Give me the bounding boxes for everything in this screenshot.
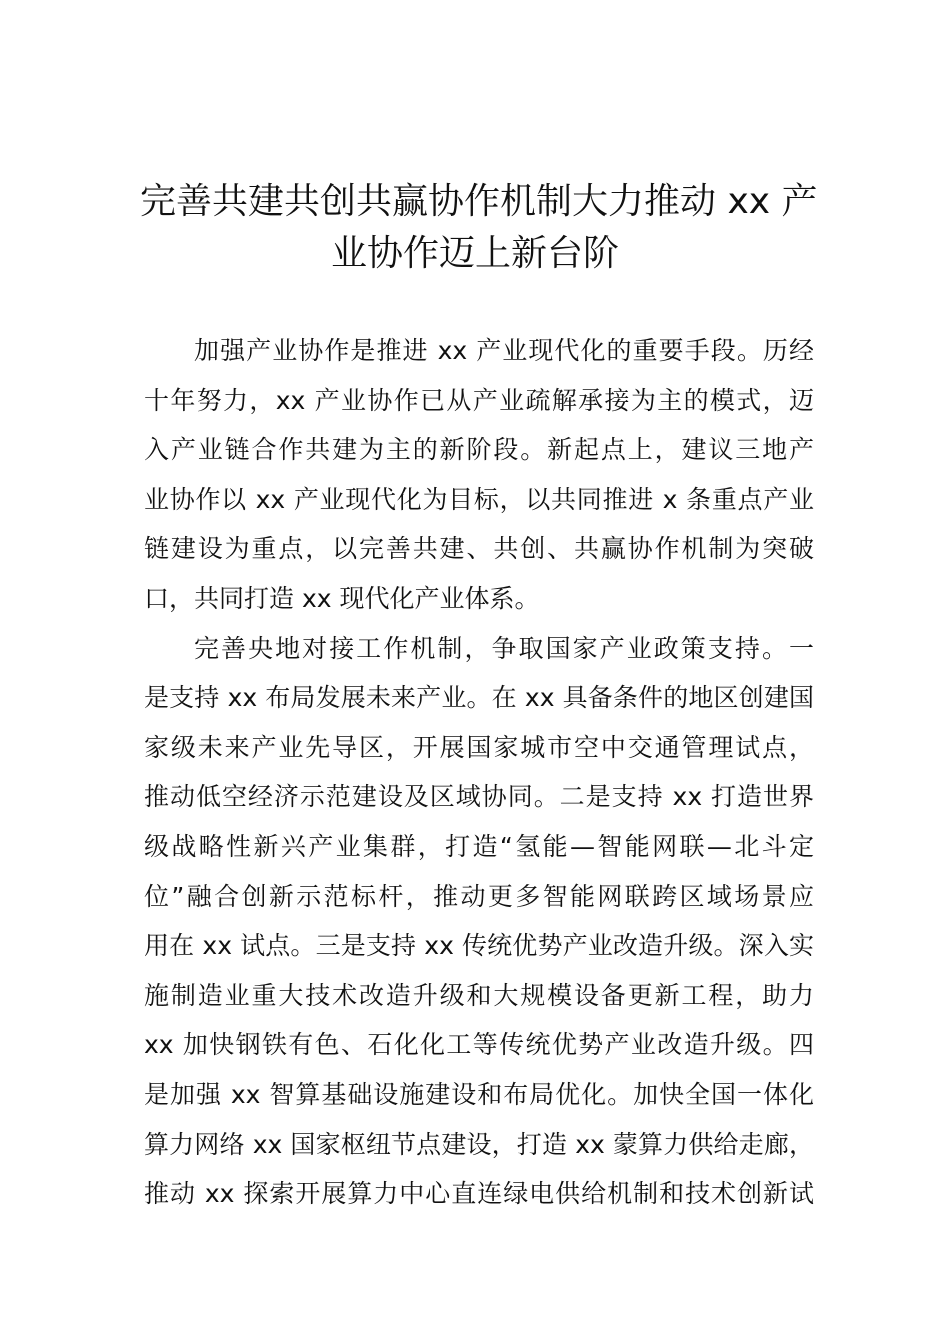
paragraph-line: 十年努力，xx 产业协作已从产业疏解承接为主的模式，迈 (144, 385, 814, 415)
paragraph-line: 用在 xx 试点。三是支持 xx 传统优势产业改造升级。深入实 (144, 931, 814, 961)
paragraph-line: 是加强 xx 智算基础设施建设和布局优化。加快全国一体化 (144, 1079, 814, 1109)
paragraph (144, 624, 814, 1219)
paragraph-line: 算力网络 xx 国家枢纽节点建设，打造 xx 蒙算力供给走廊， (144, 1129, 814, 1159)
paragraph-line: 推动 xx 探索开展算力中心直连绿电供给机制和技术创新试 (144, 1179, 814, 1209)
paragraph-line: 位”融合创新示范标杆，推动更多智能网联跨区域场景应 (144, 881, 814, 911)
document-body (144, 326, 814, 1219)
paragraph (144, 326, 814, 624)
paragraph-line: 是支持 xx 布局发展未来产业。在 xx 具备条件的地区创建国 (144, 683, 814, 713)
document-title (140, 176, 818, 280)
paragraph-line: 口，共同打造 xx 现代化产业体系。 (144, 583, 540, 613)
paragraph-line: 链建设为重点，以完善共建、共创、共赢协作机制为突破 (144, 534, 814, 564)
paragraph-line: 级战略性新兴产业集群，打造“氢能—智能网联—北斗定 (144, 831, 814, 861)
paragraph-line: 施制造业重大技术改造升级和大规模设备更新工程，助力 (144, 980, 814, 1010)
paragraph-line: 加强产业协作是推进 xx 产业现代化的重要手段。历经 (194, 336, 814, 365)
title-line: 业协作迈上新台阶 (330, 233, 619, 274)
paragraph-line: 入产业链合作共建为主的新阶段。新起点上，建议三地产 (144, 435, 814, 465)
paragraph-line: 推动低空经济示范建设及区域协同。二是支持 xx 打造世界 (144, 782, 814, 812)
paragraph-line: 完善央地对接工作机制，争取国家产业政策支持。一 (194, 633, 814, 663)
title-line: 完善共建共创共赢协作机制大力推动 xx 产 (140, 181, 818, 222)
paragraph-line: 业协作以 xx 产业现代化为目标，以共同推进 x 条重点产业 (144, 484, 814, 514)
paragraph-line: 家级未来产业先导区，开展国家城市空中交通管理试点， (144, 732, 814, 762)
paragraph-line: xx 加快钢铁有色、石化化工等传统优势产业改造升级。四 (144, 1030, 814, 1060)
